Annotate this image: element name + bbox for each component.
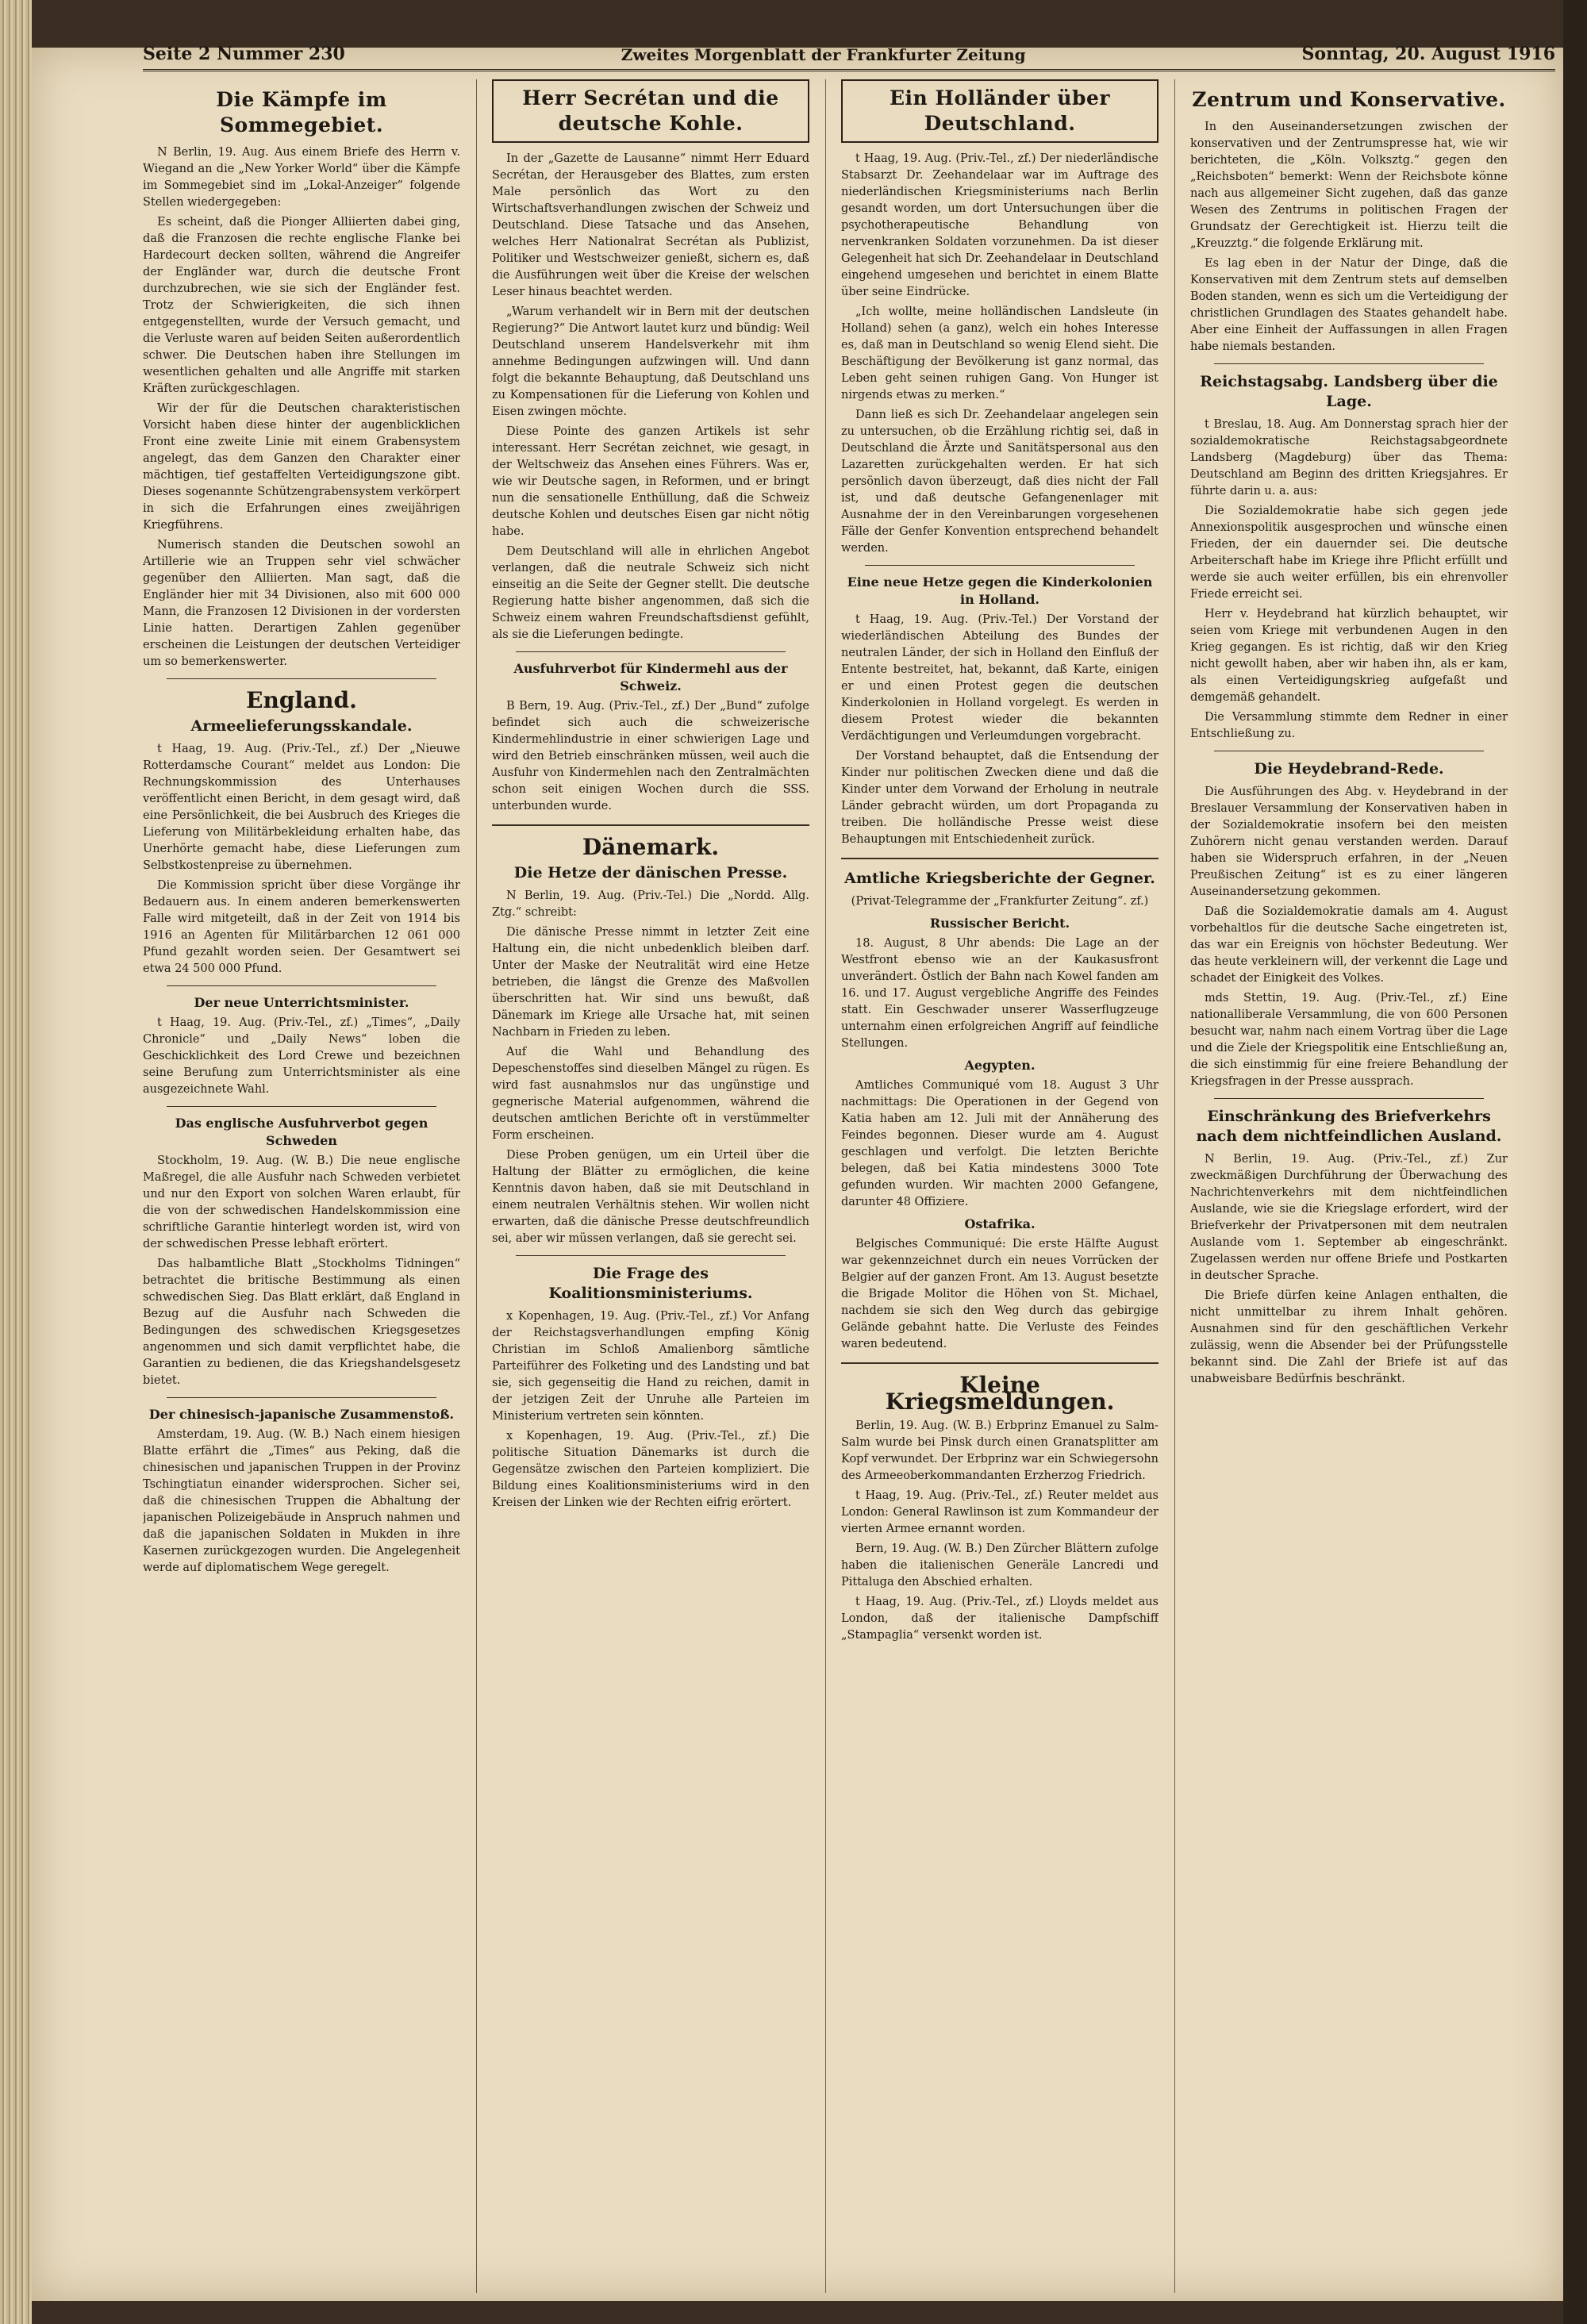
article-paragraph: x Kopenhagen, 19. Aug. (Priv.-Tel., zf.) Vor Anfang der Reichstagsverhandlungen empfing König Christian im Schloß Amalienborg sämtliche Parteiführer des Folketing und des Landsting und bat sie, sich gegenseitig die Hand zu reichen, damit in der jetzigen Zeit der Unruhe alle Parteien im Ministerium vertreten sein könnten. — [492, 1310, 809, 1423]
article-paragraph: t Haag, 19. Aug. (Priv.-Tel.) Der Vorstand der wiederländischen Abteilung des Bundes der neutralen Länder, der sich in Holland den Einfluß der Entente bestreitet, hat, bekannt, daß Karte, einigen er und einen Protest gegen die deutschen Kinderkolonien in Holland vorgelegt. Es werden in diesem Protest wieder die bekannten Verdächtigungen und Verleumdungen vorgebracht. — [841, 613, 1159, 743]
section-heading: Kleine Kriegsmeldungen. — [885, 1372, 1115, 1415]
divider — [841, 1362, 1159, 1364]
article-paragraph: Daß die Sozialdemokratie damals am 4. August vorbehaltlos für die deutsche Sache eingetreten ist, das war ein Ereignis von höchster Bedeutung. Wer das heute verkleinern will, der verkennt die Lage und schadet der Einigkeit des Volkes. — [1190, 905, 1508, 985]
section-heading: England. — [246, 687, 357, 713]
report-heading: Russischer Bericht. — [929, 916, 1070, 931]
article-paragraph: x Kopenhagen, 19. Aug. (Priv.-Tel., zf.) Die politische Situation Dänemarks ist durch die Gegensätze zwischen den Parteien kompliziert. Die Bildung eines Koalitionsministeriums wird in den Kreisen der Linken wie der Rechten eifrig erörtert. — [492, 1430, 809, 1509]
article-headline: Reichstagsabg. Landsberg über die Lage. — [1200, 373, 1498, 410]
article-headline: Die Heydebrand-Rede. — [1254, 760, 1444, 778]
headline-box — [841, 79, 1159, 143]
divider — [167, 1106, 436, 1107]
divider — [167, 678, 436, 679]
article-paragraph: Amtliches Communiqué vom 18. August 3 Uhr nachmittags: Die Operationen in der Gegend von Katia haben am 12. Juli mit der Annäherung des Feindes begonnen. Dieser wurde am 4. August geschlagen und verfolgt. Die letzten Berichte belegen, daß bei Katia mindestens 3000 Tote gefunden wurden. Wir machten 2000 Gefangene, darunter 48 Offiziere. — [841, 1079, 1159, 1208]
article-paragraph: Berlin, 19. Aug. (W. B.) Erbprinz Emanuel zu Salm-Salm wurde bei Pinsk durch einen Granatsplitter am Kopf verwundet. Der Erbprinz war ein Schwiegersohn des Armeeoberkommandanten Erzherzog Friedrich. — [841, 1419, 1159, 1482]
page-edge-shadow — [1563, 0, 1587, 2324]
article-headline: Die Hetze der dänischen Presse. — [513, 864, 788, 882]
article-paragraph: mds Stettin, 19. Aug. (Priv.-Tel., zf.) Eine nationalliberale Versammlung, die von 600 Personen besucht war, nahm nach einem Vortrag über die Lage und die Ziele der Kriegspolitik eine Entschließung an, die sich einstimmig für eine freiere Behandlung der Kriegsfragen in der Presse aussprach. — [1190, 992, 1508, 1088]
article-paragraph: t Haag, 19. Aug. (Priv.-Tel., zf.) Lloyds meldet aus London, daß der italienische Dampfschiff „Stampaglia“ versenkt worden ist. — [841, 1596, 1159, 1642]
article-headline: Zentrum und Konservative. — [1192, 88, 1506, 111]
divider — [167, 985, 436, 986]
article-paragraph: Die Ausführungen des Abg. v. Heydebrand in der Breslauer Versammlung der Konservativen haben in der Sozialdemokratie insofern bei den meisten Zuhörern nicht genau verstanden werden. Darauf haben sie Widerspruch erfahren, in der „Neuen Preußischen Zeitung“ ist es zu einer längeren Auseinandersetzung gekommen. — [1190, 786, 1508, 898]
article-paragraph: t Haag, 19. Aug. (Priv.-Tel., zf.) „Times“, „Daily Chronicle“ und „Daily News“ loben die Geschicklichkeit des Lord Crewe und bezeichnen seine Berufung zum Unterrichtsminister als eine ausgezeichnete Wahl. — [143, 1016, 460, 1096]
article-paragraph: Numerisch standen die Deutschen sowohl an Artillerie wie an Truppen sehr viel schwächer gegenüber den Alliierten. Man sagt, daß die Engländer hier mit 34 Divisionen, also mit 600 000 Mann, die Franzosen 12 Divisionen in der vordersten Linie hatten. Derartigen Zahlen gegenüber erscheinen die Leistungen der deutschen Verteidiger um so bemerkenswerter. — [143, 539, 460, 668]
article-headline: Das englische Ausfuhrverbot gegen Schweden — [175, 1116, 428, 1148]
article-paragraph: Dem Deutschland will alle in ehrlichen Angebot verlangen, daß die neutrale Schweiz sich nicht einseitig an die Seite der Gegner stellt. Die deutsche Regierung hatte bisher angenommen, daß sich die Schweiz einem wahren Freundschaftsdienst gefühlt, als sie die Lieferungen bedingte. — [492, 545, 809, 641]
article-paragraph: Die dänische Presse nimmt in letzter Zeit eine Haltung ein, die nicht unbedenklich bleiben darf. Unter der Maske der Neutralität wird eine Hetze betrieben, die längst die Grenze des Maßvollen überschritten hat. Wir sind uns bewußt, daß Dänemark im Kriege alle Ursache hat, mit seinen Nachbarn in Frieden zu leben. — [492, 926, 809, 1039]
report-heading: Aegypten. — [964, 1058, 1036, 1073]
divider — [492, 824, 809, 826]
article-paragraph: Der Vorstand behauptet, daß die Entsendung der Kinder nur politischen Zwecken diene und daß die Kinder unter dem Vorwand der Erholung in neutrale Länder gebracht würden, um dort Propaganda zu treiben. Die holländische Presse weist diese Behauptungen mit Entschiedenheit zurück. — [841, 750, 1159, 846]
article-paragraph: In der „Gazette de Lausanne“ nimmt Herr Eduard Secrétan, der Herausgeber des Blattes, zum ersten Male persönlich das Wort zu den Wirtschaftsverhandlungen zwischen der Schweiz und Deutschland. Diese Tatsache und das Ansehen, welches Herr Nationalrat Secrétan als Publizist, Politiker und Westschweizer genießt, sichern es, daß die Ausführungen weit über die Kreise der welschen Leser hinaus beachtet werden. — [492, 152, 809, 298]
column-1 — [143, 79, 460, 2301]
article-paragraph: t Haag, 19. Aug. (Priv.-Tel., zf.) Reuter meldet aus London: General Rawlinson ist zum Kommandeur der vierten Armee ernannt worden. — [841, 1489, 1159, 1535]
article-paragraph: N Berlin, 19. Aug. Aus einem Briefe des Herrn v. Wiegand an die „New Yorker World“ über die Kämpfe im Sommegebiet sind im „Lokal-Anzeiger“ folgende Stellen wiedergegeben: — [143, 146, 460, 209]
divider — [1214, 363, 1484, 364]
book-binding-edge — [0, 0, 32, 2324]
divider — [865, 565, 1135, 566]
article-paragraph: Diese Proben genügen, um ein Urteil über die Haltung der Blätter zu ermöglichen, die keine Kenntnis davon haben, daß sie mit Deutschland in einem neutralen Verhältnis stehen. Wir wollen nicht erwarten, daß die dänische Presse deutschfreundlich sei, aber wir müssen verlangen, daß sie gerecht sei. — [492, 1149, 809, 1245]
article-paragraph: Die Kommission spricht über diese Vorgänge ihr Bedauern aus. In einem anderen bemerkenswerten Falle wird mitgeteilt, daß in der Zeit von 1914 bis 1916 an Agenten für Militärbarchen 12 061 000 Pfund gezahlt worden seien. Der Gesamtwert sei etwa 24 500 000 Pfund. — [143, 879, 460, 975]
article-headline: Armeelieferungsskandale. — [190, 717, 413, 735]
page-number-label: Seite 2 Nummer 230 — [143, 44, 345, 64]
article-paragraph: B Bern, 19. Aug. (Priv.-Tel., zf.) Der „Bund“ zufolge befindet sich auch die schweizerische Kindermehlindustrie in einer schwierigen Lage und wird den Betrieb einschränken müssen, weil auch die Ausfuhr von Kindermehlen nach den Zentralmächten schon seit einigen Wochen durch die SSS. unterbunden wurde. — [492, 700, 809, 812]
article-paragraph: Bern, 19. Aug. (W. B.) Den Zürcher Blättern zufolge haben die italienischen Generäle Lancredi und Pittaluga den Abschied erhalten. — [841, 1542, 1159, 1588]
article-headline: Die Kämpfe im Sommegebiet. — [216, 88, 387, 136]
article-headline: Ein Holländer über Deutschland. — [889, 86, 1111, 135]
article-headline: Einschränkung des Briefverkehrs nach dem nichtfeindlichen Ausland. — [1196, 1108, 1502, 1145]
headline-box — [492, 79, 809, 143]
article-paragraph: Das halbamtliche Blatt „Stockholms Tidningen“ betrachtet die britische Bestimmung als einen schwedischen Sieg. Das Blatt erklärt, daß England in Bezug auf die Ausfuhr nach Schweden die Bedingungen des schwedischen Kriegsgesetzes angenommen und sich damit verpflichtet habe, die Garantien zu bedienen, die das Kriegshandelsgesetz bietet. — [143, 1258, 460, 1387]
article-paragraph: N Berlin, 19. Aug. (Priv.-Tel., zf.) Zur zweckmäßigen Durchführung der Überwachung des Nachrichtenverkehrs mit dem nichtfeindlichen Auslande, wie sie die Kriegslage erfordert, wird der Briefverkehr der Privatpersonen mit dem neutralen Auslande vom 1. September ab eingeschränkt. Zugelassen werden nur offene Briefe und Postkarten in deutscher Sprache. — [1190, 1153, 1508, 1282]
divider — [1214, 1098, 1484, 1099]
column-4 — [1190, 79, 1508, 2301]
report-heading: Ostafrika. — [964, 1216, 1036, 1231]
article-paragraph: Herr v. Heydebrand hat kürzlich behauptet, wir seien vom Kriege mit verbundenen Augen in den Krieg gegangen. Es ist richtig, daß wir den Krieg nicht gewollt haben, aber wir haben ihn, als er kam, als einen Verteidigungskrieg aufgefaßt und demgemäß gehandelt. — [1190, 608, 1508, 704]
article-paragraph: Die Briefe dürfen keine Anlagen enthalten, die nicht unmittelbar zu ihrem Inhalt gehören. Ausnahmen sind für den geschäftlichen Verkehr zulässig, wenn die Absender bei der Prüfungsstelle bekannt sind. Die Zahl der Briefe ist auf das unabweisbare Bedürfnis beschränkt. — [1190, 1289, 1508, 1385]
section-heading: Dänemark. — [582, 834, 720, 860]
masthead — [143, 40, 1555, 71]
divider — [516, 1255, 786, 1256]
column-rule — [476, 79, 477, 2293]
issue-date: Sonntag, 20. August 1916 — [1301, 44, 1555, 64]
column-3 — [841, 79, 1159, 2301]
article-headline: Herr Secrétan und die deutsche Kohle. — [522, 86, 779, 135]
column-2 — [492, 79, 809, 2301]
newspaper-title: Zweites Morgenblatt der Frankfurter Zeitung — [621, 45, 1026, 64]
article-paragraph: In den Auseinandersetzungen zwischen der konservativen und der Zentrumspresse hat, wie wir berichteten, die „Köln. Volksztg.“ gegen den „Reichsboten“ bemerkt: Wenn der Reichsbote könne nach aus allgemeiner Sicht zugehen, daß das ganze Wesen des Zentrums in politischen Fragen der Grundsatz der Gerechtigkeit ist. Hierzu teilt die „Kreuzztg.“ die folgende Erklärung mit. — [1190, 121, 1508, 250]
article-paragraph: t Haag, 19. Aug. (Priv.-Tel., zf.) Der niederländische Stabsarzt Dr. Zeehandelaar war im Auftrage des niederländischen Kriegsministeriums nach Berlin gesandt worden, um dort Untersuchungen über die psychotherapeutische Behandlung von nervenkranken Soldaten vorzunehmen. Da ist dieser Gelegenheit hat sich Dr. Zeehandelaar in Deutschland eingehend umgesehen und berichtet in einem Blatte über seine Eindrücke. — [841, 152, 1159, 298]
article-paragraph: Amsterdam, 19. Aug. (W. B.) Nach einem hiesigen Blatte erfährt die „Times“ aus Peking, daß die chinesischen und japanischen Truppen in der Provinz Tschingtiatun einander widersprochen. Sicher sei, daß die chinesischen Truppen die Abhaltung der japanischen Polizeigebäude in Anspruch nahmen und daß die japanischen Soldaten in Mukden in ihre Kasernen zurückgezogen wurden. Die Angelegenheit werde auf diplomatischem Wege geregelt. — [143, 1428, 460, 1574]
column-rule — [1174, 79, 1175, 2293]
article-paragraph: Dann ließ es sich Dr. Zeehandelaar angelegen sein zu untersuchen, ob die Erzählung richtig sei, daß in Deutschland die Ärzte und Sanitätspersonal aus den Lazaretten zurückgehalten werden. Er hat sich persönlich davon überzeugt, daß dies nicht der Fall ist, und daß deutsche Gefangenenlager mit Ausnahme der in den Vereinbarungen vorgesehenen Fälle der Genfer Konvention entsprechend behandelt werden. — [841, 409, 1159, 555]
article-headline: Der chinesisch-japanische Zusammenstoß. — [148, 1407, 455, 1422]
article-paragraph: t Breslau, 18. Aug. Am Donnerstag sprach hier der sozialdemokratische Reichstagsabgeordnete Landsberg (Magdeburg) über das Thema: Deutschland am Beginn des dritten Kriegsjahres. Er führte darin u. a. aus: — [1190, 418, 1508, 497]
divider — [516, 651, 786, 652]
article-headline: Eine neue Hetze gegen die Kinderkolonien in Holland. — [847, 574, 1153, 607]
article-paragraph: Diese Pointe des ganzen Artikels ist sehr interessant. Herr Secrétan zeichnet, wie gesagt, in der Weltschweiz das Ansehen eines Führers. Was er, wie wir Deutsche sagen, in Reformen, und er bringt nun die sensationelle Enthüllung, daß die Schweiz deutsche Kohlen und deutsches Eisen gar nicht nötig habe. — [492, 425, 809, 538]
article-paragraph: Stockholm, 19. Aug. (W. B.) Die neue englische Maßregel, die alle Ausfuhr nach Schweden verbietet und nur den Export von solchen Waren erlaubt, für die von der schwedischen Handelskommission eine schriftliche Garantie hinterlegt worden ist, wird von der schwedischen Presse lebhaft erörtert. — [143, 1154, 460, 1250]
article-paragraph: Wir der für die Deutschen charakteristischen Vorsicht haben diese hinter der augenblicklichen Front eine zweite Linie mit einem Grabensystem angelegt, das dem Ganzen den Charakter einer mächtigen, tief gestaffelten Verteidigungszone gibt. Dieses sogenannte Schützengrabensystem verkörpert in sich die Erfahrungen eines zweijährigen Kriegführens. — [143, 402, 460, 532]
article-paragraph: N Berlin, 19. Aug. (Priv.-Tel.) Die „Nordd. Allg. Ztg.“ schreibt: — [492, 889, 809, 919]
article-headline: Amtliche Kriegsberichte der Gegner. — [844, 870, 1155, 887]
column-rule — [825, 79, 826, 2293]
article-paragraph: Es lag eben in der Natur der Dinge, daß die Konservativen mit dem Zentrum stets auf demselben Boden standen, wenn es sich um die Verteidigung der christlichen Grundlagen des Staates gehandelt habe. Aber eine Einheit der Auffassungen in allen Fragen habe niemals bestanden. — [1190, 257, 1508, 353]
article-paragraph: 18. August, 8 Uhr abends: Die Lage an der Westfront ebenso wie an der Kaukasusfront unverändert. Östlich der Bahn nach Kowel fanden am 16. und 17. August vergebliche Angriffe des Feindes statt. Ein Geschwader unserer Wasserflugzeuge unternahm einen erfolgreichen Angriff auf feindliche Stellungen. — [841, 937, 1159, 1050]
divider — [167, 1397, 436, 1398]
article-paragraph: Es scheint, daß die Pionger Alliierten dabei ging, daß die Franzosen die rechte englische Flanke bei Hardecourt decken sollten, während die Angreifer der Engländer war, durch die deutsche Front durchzubrechen, wie sie sich der Engländer fest. Trotz der Schwierigkeiten, die sich ihnen entgegenstellten, wurde der Versuch gemacht, und die Verluste waren auf beiden Seiten außerordentlich schwer. Die Deutschen haben ihre Stellungen im wesentlichen gehalten und alle Angriffe mit starken Kräften zurückgeschlagen. — [143, 216, 460, 395]
divider — [841, 858, 1159, 859]
article-paragraph: Die Sozialdemokratie habe sich gegen jede Annexionspolitik ausgesprochen und wünsche einen Frieden, der ein dauernder sei. Die deutsche Arbeiterschaft habe im Kriege ihre Pflicht erfüllt und werde sie auch weiter erfüllen, bis ein ehrenvoller Friede erreicht sei. — [1190, 505, 1508, 601]
article-headline: Die Frage des Koalitionsministeriums. — [548, 1265, 753, 1302]
article-paragraph: Auf die Wahl und Behandlung des Depeschenstoffes sind dieselben Mängel zu rügen. Es wird fast ausnahmslos nur das ungünstige und gegnerische Material aufgenommen, während die deutschen amtlichen Berichte oft in verstümmelter Form erscheinen. — [492, 1046, 809, 1142]
article-paragraph: „Warum verhandelt wir in Bern mit der deutschen Regierung?“ Die Antwort lautet kurz und bündig: Weil Deutschland unserem Handelsverkehr mit ihm annehme Bedingungen aufzwingen will. Und dann folgt die bekannte Behauptung, daß Deutschland uns zu Kompensationen für die Lieferung von Kohlen und Eisen zwingen möchte. — [492, 305, 809, 418]
article-paragraph: t Haag, 19. Aug. (Priv.-Tel., zf.) Der „Nieuwe Rotterdamsche Courant“ meldet aus London: Die Rechnungskommission des Unterhauses veröffentlicht einen Bericht, in dem gesagt wird, daß eine Persönlichkeit, die bei Ausbruch des Krieges die Lieferung von Militärbekleidung erhalten habe, das Unerhörte gemacht habe, diese Lieferungen zum Selbstkostenpreise zu übernehmen. — [143, 743, 460, 872]
article-paragraph: Belgisches Communiqué: Die erste Hälfte August war gekennzeichnet durch ein neues Vorrücken der Belgier auf der ganzen Front. Am 13. August besetzte die Brigade Molitor die Höhen von St. Michael, nachdem sie sich den Weg durch das gebirgige Gelände gebahnt hatte. Die Verluste des Feindes waren bedeutend. — [841, 1238, 1159, 1350]
article-headline: Der neue Unterrichtsminister. — [194, 995, 409, 1010]
article-byline: (Privat-Telegramme der „Frankfurter Zeitung“. zf.) — [851, 895, 1149, 908]
article-paragraph: Die Versammlung stimmte dem Redner in einer Entschließung zu. — [1190, 711, 1508, 740]
columns-container — [143, 79, 1555, 2301]
article-headline: Ausfuhrverbot für Kindermehl aus der Schweiz. — [513, 661, 788, 693]
article-paragraph: „Ich wollte, meine holländischen Landsleute (in Holland) sehen (a ganz), welch ein hohes Interesse es, daß man in Deutschland so wenig Elend sieht. Die Beschäftigung der Bevölkerung ist ganz normal, das Leben geht seinen ruhigen Gang. Von Hunger ist nirgends etwas zu merken.“ — [841, 305, 1159, 401]
